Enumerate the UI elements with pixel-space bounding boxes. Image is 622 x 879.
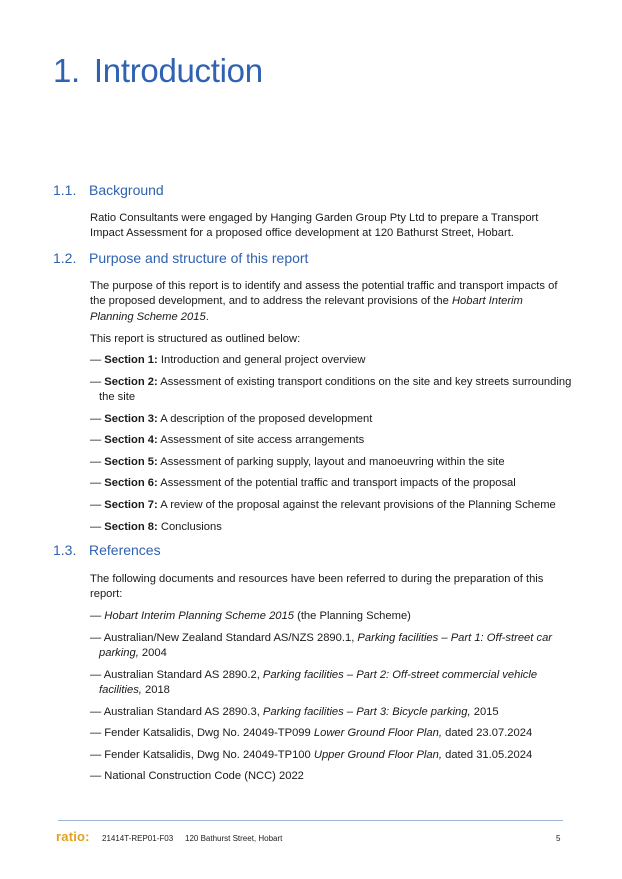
section-desc: Assessment of the potential traffic and transport impacts of the proposal (157, 477, 516, 489)
section-label: Section 5: (104, 456, 158, 468)
reference-text-end: dated 31.05.2024 (441, 749, 533, 761)
structure-intro: This report is structured as outlined below: (90, 333, 301, 345)
list-item (90, 412, 577, 427)
reference-text: Australian Standard AS 2890.3, (103, 706, 263, 718)
reference-item (90, 769, 577, 784)
reference-text: Australian Standard AS 2890.2, (103, 669, 263, 681)
reference-title: Upper Ground Floor Plan, (313, 749, 442, 761)
bullet-dash: — (90, 434, 105, 446)
bullet-dash: — (90, 477, 105, 489)
reference-item (90, 705, 577, 720)
reference-text-end: 2015 (470, 706, 499, 718)
section-desc: Conclusions (157, 521, 222, 533)
bullet-dash: — (90, 376, 105, 388)
reference-item (90, 668, 577, 699)
list-item (90, 353, 577, 368)
section-number: 1.3. (53, 542, 77, 558)
section-title: Purpose and structure of this report (89, 250, 309, 266)
bullet-dash: — (90, 669, 104, 681)
section-title: References (89, 542, 161, 558)
section-heading-background (53, 182, 164, 198)
section-number: 1.2. (53, 250, 77, 266)
list-item (90, 520, 577, 535)
purpose-text: The purpose of this report is to identify and assess the potential traffic and transport impacts of the proposed development, and to address the relevant provisions of the (90, 280, 558, 308)
bullet-dash: — (90, 413, 105, 425)
section-desc: Introduction and general project overview (157, 354, 366, 366)
section-number: 1.1. (53, 182, 77, 198)
page-number: 5 (556, 834, 561, 843)
reference-text-end: dated 23.07.2024 (441, 727, 533, 739)
bullet-dash: — (90, 706, 104, 718)
bullet-dash: — (90, 749, 105, 761)
reference-text-end: 2018 (141, 684, 170, 697)
section-title: Background (89, 182, 164, 198)
chapter-number: 1. (53, 52, 80, 89)
reference-text: National Construction Code (NCC) 2022 (104, 770, 304, 782)
reference-title: Lower Ground Floor Plan, (313, 727, 442, 739)
section-label: Section 1: (104, 354, 158, 366)
section-heading-purpose (53, 250, 308, 266)
bullet-dash: — (90, 727, 105, 739)
footer-address: 120 Bathurst Street, Hobart (185, 834, 283, 843)
section-desc: Assessment of parking supply, layout and manoeuvring within the site (157, 456, 505, 468)
chapter-title: Introduction (93, 52, 263, 89)
bullet-dash: — (90, 456, 105, 468)
reference-item (90, 609, 577, 624)
section-label: Section 2: (104, 376, 158, 388)
reference-title: Hobart Interim Planning Scheme 2015 (104, 610, 294, 622)
bullet-dash: — (90, 632, 104, 644)
reference-item (90, 631, 577, 662)
footer-divider (58, 820, 563, 821)
reference-item (90, 726, 577, 741)
reference-text: Australian/New Zealand Standard AS/NZS 2890.1, (103, 632, 358, 644)
references-intro: The following documents and resources have been referred to during the preparation of this report: (90, 573, 544, 601)
list-item (90, 498, 577, 513)
section-label: Section 7: (104, 499, 158, 511)
section-desc: A review of the proposal against the relevant provisions of the Planning Scheme (157, 499, 556, 511)
reference-title: Parking facilities – Part 1: Off-street car parking, (99, 632, 553, 660)
purpose-text-end: . (205, 310, 209, 323)
reference-text: Fender Katsalidis, Dwg No. 24049-TP099 (104, 727, 314, 739)
footer-doc-code: 21414T-REP01-F03 (102, 834, 174, 843)
bullet-dash: — (90, 499, 105, 511)
section-heading-references (53, 542, 161, 558)
section-desc: Assessment of site access arrangements (157, 434, 365, 446)
planning-scheme-title: Hobart Interim Planning Scheme 2015 (90, 295, 523, 323)
section-label: Section 3: (104, 413, 158, 425)
list-item (90, 455, 577, 470)
list-item (90, 375, 577, 406)
chapter-heading (53, 52, 263, 90)
section-label: Section 6: (104, 477, 158, 489)
bullet-dash: — (90, 354, 105, 366)
reference-text: Fender Katsalidis, Dwg No. 24049-TP100 (104, 749, 314, 761)
reference-text-end: 2004 (138, 647, 167, 660)
background-paragraph: Ratio Consultants were engaged by Hanging Garden Group Pty Ltd to prepare a Transport Impact Assessment for a proposed office development at 120 Bathurst Street, Hobart. (90, 212, 539, 240)
bullet-dash: — (90, 610, 105, 622)
section-label: Section 8: (104, 521, 158, 533)
reference-text-end: (the Planning Scheme) (293, 610, 411, 622)
list-item (90, 433, 577, 448)
purpose-paragraph (90, 279, 560, 325)
reference-title: Parking facilities – Part 3: Bicycle parking, (262, 706, 471, 718)
bullet-dash: — (90, 521, 105, 533)
section-label: Section 4: (104, 434, 158, 446)
list-item (90, 476, 577, 491)
reference-title: Parking facilities – Part 2: Off-street commercial vehicle facilities, (99, 669, 538, 697)
ratio-logo: ratio: (56, 829, 90, 844)
section-desc: A description of the proposed development (157, 413, 373, 425)
reference-item (90, 748, 577, 763)
bullet-dash: — (90, 770, 105, 782)
section-desc: Assessment of existing transport conditions on the site and key streets surrounding the site (99, 376, 572, 404)
